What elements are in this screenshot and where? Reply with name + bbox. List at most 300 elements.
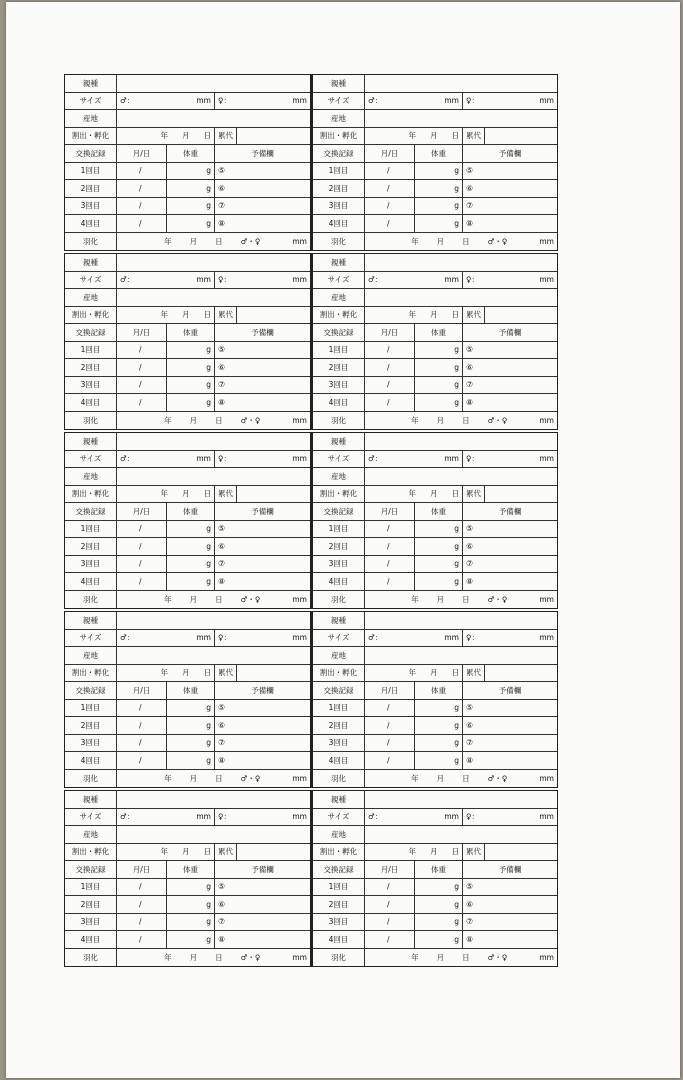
generation-field[interactable] (485, 844, 557, 861)
weight-field[interactable] (415, 717, 463, 734)
male-size-field[interactable] (117, 272, 215, 289)
notes-number: ⑥ (218, 541, 226, 551)
notes-field[interactable] (215, 342, 310, 359)
origin-label-text: 産地 (83, 292, 98, 302)
weight-field[interactable] (167, 556, 215, 573)
hatch-date-field[interactable] (117, 844, 215, 861)
origin-field[interactable] (117, 826, 310, 843)
round-label (65, 180, 117, 197)
generation-label (215, 307, 237, 324)
notes-number: ⑦ (466, 380, 474, 390)
notes-field[interactable] (463, 377, 557, 394)
weight-header (167, 682, 215, 699)
card-pair (64, 432, 558, 609)
notes-field[interactable] (463, 180, 557, 197)
weight-field[interactable] (167, 879, 215, 896)
emergence-label (65, 412, 117, 430)
notes-field[interactable] (463, 521, 557, 538)
date-field[interactable] (117, 573, 167, 590)
parent-field[interactable] (365, 75, 557, 92)
notes-header-text: 予備欄 (251, 148, 274, 158)
notes-number: ⑧ (466, 397, 474, 407)
year-label: 年 (164, 236, 172, 246)
emergence-row (313, 949, 557, 967)
date-slash: / (139, 917, 142, 927)
notes-field[interactable] (463, 198, 557, 215)
date-header (117, 682, 167, 699)
date-field[interactable] (117, 198, 167, 215)
emergence-field[interactable] (365, 412, 557, 430)
date-header-text: 月/日 (380, 506, 399, 516)
hatch-date-field[interactable] (365, 307, 463, 324)
notes-field[interactable] (215, 180, 310, 197)
emergence-field[interactable] (365, 949, 557, 967)
male-size-field[interactable] (365, 451, 463, 468)
date-slash: / (387, 755, 390, 765)
date-field[interactable] (365, 914, 415, 931)
parent-field[interactable] (365, 433, 557, 450)
notes-number: ⑧ (218, 218, 226, 228)
weight-field[interactable] (415, 914, 463, 931)
notes-field[interactable] (463, 931, 557, 948)
round-label-text: 1回目 (80, 166, 101, 176)
date-field[interactable] (117, 752, 167, 769)
weight-field[interactable] (167, 377, 215, 394)
date-slash: / (139, 166, 142, 176)
notes-number: ⑦ (466, 738, 474, 748)
date-field[interactable] (117, 556, 167, 573)
notes-field[interactable] (215, 896, 310, 913)
generation-field[interactable] (485, 128, 557, 145)
female-size-field[interactable] (463, 809, 557, 826)
year-label: 年 (408, 668, 416, 678)
weight-field[interactable] (415, 394, 463, 411)
generation-field[interactable] (485, 665, 557, 682)
date-field[interactable] (365, 700, 415, 717)
hatch-date-field[interactable] (117, 307, 215, 324)
origin-field[interactable] (117, 468, 310, 485)
female-size-field[interactable] (463, 451, 557, 468)
date-field[interactable] (117, 521, 167, 538)
notes-field[interactable] (463, 394, 557, 411)
exchange-row (65, 556, 310, 574)
male-symbol: ♂： (120, 812, 135, 822)
notes-field[interactable] (215, 359, 310, 376)
notes-field[interactable] (463, 163, 557, 180)
notes-field[interactable] (215, 717, 310, 734)
notes-field[interactable] (215, 521, 310, 538)
date-field[interactable] (365, 215, 415, 232)
weight-field[interactable] (167, 198, 215, 215)
date-field[interactable] (365, 896, 415, 913)
weight-field[interactable] (415, 359, 463, 376)
weight-field[interactable] (415, 556, 463, 573)
origin-field[interactable] (117, 110, 310, 127)
exchange-row (65, 215, 310, 233)
hatch-date-field[interactable] (365, 486, 463, 503)
round-label-text: 4回目 (328, 218, 349, 228)
round-label (313, 896, 365, 913)
generation-field[interactable] (237, 307, 310, 324)
generation-field[interactable] (485, 307, 557, 324)
date-field[interactable] (365, 521, 415, 538)
origin-field[interactable] (365, 647, 557, 664)
month-label: 月 (182, 310, 190, 320)
male-size-field[interactable] (365, 630, 463, 647)
origin-field[interactable] (365, 289, 557, 306)
female-size-field[interactable] (463, 93, 557, 110)
weight-field[interactable] (167, 180, 215, 197)
weight-field[interactable] (415, 735, 463, 752)
weight-field[interactable] (167, 538, 215, 555)
date-field[interactable] (117, 394, 167, 411)
parent-field[interactable] (117, 612, 310, 629)
date-field[interactable] (117, 735, 167, 752)
origin-row (65, 826, 310, 844)
weight-field[interactable] (415, 198, 463, 215)
date-field[interactable] (365, 359, 415, 376)
emergence-field[interactable] (365, 591, 557, 609)
parent-field[interactable] (117, 254, 310, 271)
parent-field[interactable] (365, 612, 557, 629)
date-header (117, 145, 167, 162)
notes-field[interactable] (463, 556, 557, 573)
origin-field[interactable] (117, 289, 310, 306)
sex-label: ♂・♀ (487, 773, 508, 783)
weight-field[interactable] (167, 394, 215, 411)
date-header (117, 503, 167, 520)
male-size-field[interactable] (365, 809, 463, 826)
notes-field[interactable] (215, 394, 310, 411)
hatch-date-field[interactable] (117, 665, 215, 682)
size-label-text: サイズ (79, 454, 102, 464)
notes-field[interactable] (215, 573, 310, 590)
date-field[interactable] (117, 163, 167, 180)
notes-number: ⑦ (466, 559, 474, 569)
weight-header-text: 体重 (431, 327, 446, 337)
weight-field[interactable] (415, 180, 463, 197)
weight-field[interactable] (167, 521, 215, 538)
date-field[interactable] (365, 394, 415, 411)
weight-field[interactable] (415, 931, 463, 948)
date-header-text: 月/日 (132, 864, 151, 874)
date-field[interactable] (117, 377, 167, 394)
weight-field[interactable] (415, 377, 463, 394)
month-label: 月 (430, 131, 438, 141)
parent-field[interactable] (117, 433, 310, 450)
date-field[interactable] (365, 735, 415, 752)
date-field[interactable] (365, 180, 415, 197)
weight-field[interactable] (415, 163, 463, 180)
weight-field[interactable] (167, 931, 215, 948)
weight-field[interactable] (167, 700, 215, 717)
gram-unit: g (206, 559, 211, 569)
notes-field[interactable] (215, 931, 310, 948)
notes-field[interactable] (215, 914, 310, 931)
month-label: 月 (189, 594, 198, 604)
notes-field[interactable] (215, 215, 310, 232)
exchange-label (313, 682, 365, 699)
notes-field[interactable] (215, 700, 310, 717)
exchange-label-text: 交換記録 (323, 148, 354, 158)
year-label: 年 (411, 415, 419, 425)
hatch-row (313, 844, 557, 862)
date-field[interactable] (365, 556, 415, 573)
date-field[interactable] (365, 342, 415, 359)
notes-field[interactable] (463, 879, 557, 896)
date-field[interactable] (365, 538, 415, 555)
female-symbol: ♀： (466, 454, 479, 464)
parent-label (65, 791, 117, 808)
origin-field[interactable] (365, 468, 557, 485)
parent-field[interactable] (365, 791, 557, 808)
notes-field[interactable] (215, 735, 310, 752)
date-field[interactable] (117, 931, 167, 948)
origin-label-text: 産地 (331, 113, 346, 123)
date-field[interactable] (117, 359, 167, 376)
parent-label-text: 親種 (83, 78, 98, 88)
generation-field[interactable] (237, 486, 310, 503)
generation-field[interactable] (237, 844, 310, 861)
emergence-field[interactable] (117, 949, 310, 967)
sex-label: ♂・♀ (487, 952, 508, 962)
origin-label-text: 産地 (331, 829, 346, 839)
weight-field[interactable] (415, 342, 463, 359)
notes-field[interactable] (463, 573, 557, 590)
round-label (65, 556, 117, 573)
female-size-field[interactable] (215, 272, 310, 289)
round-label-text: 1回目 (80, 703, 101, 713)
parent-row (313, 75, 557, 93)
male-size-field[interactable] (117, 809, 215, 826)
weight-field[interactable] (415, 521, 463, 538)
emergence-field[interactable] (117, 770, 310, 788)
date-field[interactable] (365, 377, 415, 394)
notes-field[interactable] (463, 735, 557, 752)
month-label: 月 (436, 236, 445, 246)
notes-field[interactable] (215, 879, 310, 896)
parent-field[interactable] (365, 254, 557, 271)
month-label: 月 (182, 489, 190, 499)
mm-unit: mm (444, 96, 459, 106)
weight-header (415, 324, 463, 341)
male-size-field[interactable] (117, 630, 215, 647)
male-size-field[interactable] (117, 451, 215, 468)
male-size-field[interactable] (365, 93, 463, 110)
notes-field[interactable] (463, 215, 557, 232)
female-size-field[interactable] (463, 272, 557, 289)
weight-field[interactable] (167, 752, 215, 769)
notes-field[interactable] (463, 914, 557, 931)
exchange-row (313, 377, 557, 395)
notes-field[interactable] (463, 700, 557, 717)
weight-field[interactable] (415, 215, 463, 232)
date-field[interactable] (117, 538, 167, 555)
exchange-label-text: 交換記録 (75, 685, 106, 695)
hatch-label (65, 486, 117, 503)
hatch-date-field[interactable] (117, 128, 215, 145)
mm-unit: mm (292, 594, 307, 604)
month-label: 月 (182, 847, 190, 857)
weight-field[interactable] (167, 163, 215, 180)
round-label-text: 2回目 (80, 541, 101, 551)
notes-field[interactable] (215, 377, 310, 394)
notes-field[interactable] (215, 752, 310, 769)
round-label (313, 700, 365, 717)
female-size-field[interactable] (215, 93, 310, 110)
notes-field[interactable] (463, 752, 557, 769)
date-field[interactable] (117, 215, 167, 232)
weight-field[interactable] (167, 735, 215, 752)
notes-number: ⑦ (218, 738, 226, 748)
date-field[interactable] (365, 931, 415, 948)
generation-label-text: 累代 (218, 668, 233, 678)
mm-unit: mm (196, 454, 211, 464)
date-field[interactable] (117, 879, 167, 896)
round-label (65, 914, 117, 931)
notes-number: ⑤ (466, 703, 474, 713)
notes-field[interactable] (463, 342, 557, 359)
size-row (313, 272, 557, 290)
date-slash: / (387, 397, 390, 407)
emergence-field[interactable] (117, 233, 310, 251)
date-field[interactable] (117, 896, 167, 913)
date-field[interactable] (365, 198, 415, 215)
weight-field[interactable] (415, 573, 463, 590)
date-field[interactable] (365, 163, 415, 180)
emergence-field[interactable] (365, 770, 557, 788)
female-size-field[interactable] (463, 630, 557, 647)
weight-field[interactable] (415, 896, 463, 913)
gram-unit: g (206, 380, 211, 390)
weight-header (167, 861, 215, 878)
origin-field[interactable] (117, 647, 310, 664)
parent-label-text: 親種 (83, 436, 98, 446)
weight-field[interactable] (167, 717, 215, 734)
date-field[interactable] (117, 717, 167, 734)
notes-header-text: 予備欄 (251, 864, 274, 874)
notes-number: ⑤ (218, 882, 226, 892)
hatch-date-field[interactable] (365, 665, 463, 682)
generation-field[interactable] (485, 486, 557, 503)
year-label: 年 (160, 131, 168, 141)
emergence-field[interactable] (117, 591, 310, 609)
date-slash: / (387, 738, 390, 748)
gram-unit: g (206, 917, 211, 927)
date-slash: / (139, 541, 142, 551)
weight-field[interactable] (415, 879, 463, 896)
date-header (365, 503, 415, 520)
sex-label: ♂・♀ (240, 773, 261, 783)
weight-field[interactable] (167, 359, 215, 376)
hatch-date-field[interactable] (365, 844, 463, 861)
notes-field[interactable] (463, 717, 557, 734)
date-field[interactable] (117, 700, 167, 717)
parent-field[interactable] (117, 75, 310, 92)
generation-field[interactable] (237, 128, 310, 145)
emergence-field[interactable] (365, 233, 557, 251)
notes-field[interactable] (215, 538, 310, 555)
exchange-header-row (313, 682, 557, 700)
generation-field[interactable] (237, 665, 310, 682)
date-field[interactable] (117, 342, 167, 359)
parent-row (65, 75, 310, 93)
larva-record-card (64, 790, 311, 967)
weight-field[interactable] (167, 342, 215, 359)
weight-field[interactable] (167, 896, 215, 913)
origin-field[interactable] (365, 826, 557, 843)
female-size-field[interactable] (215, 630, 310, 647)
hatch-row (65, 486, 310, 504)
round-label (65, 215, 117, 232)
notes-field[interactable] (215, 163, 310, 180)
parent-row (65, 791, 310, 809)
date-header (365, 861, 415, 878)
date-field[interactable] (117, 180, 167, 197)
notes-field[interactable] (463, 359, 557, 376)
hatch-row (313, 665, 557, 683)
notes-field[interactable] (463, 896, 557, 913)
date-field[interactable] (365, 752, 415, 769)
emergence-row (65, 233, 310, 251)
size-row (313, 451, 557, 469)
round-label (65, 342, 117, 359)
emergence-label (313, 770, 365, 788)
date-slash: / (139, 738, 142, 748)
weight-field[interactable] (415, 700, 463, 717)
notes-header-text: 予備欄 (251, 327, 274, 337)
exchange-row (313, 896, 557, 914)
notes-number: ⑦ (466, 917, 474, 927)
origin-field[interactable] (365, 110, 557, 127)
exchange-label-text: 交換記録 (75, 327, 106, 337)
hatch-date-field[interactable] (117, 486, 215, 503)
generation-label (463, 844, 485, 861)
hatch-date-field[interactable] (365, 128, 463, 145)
female-size-field[interactable] (215, 451, 310, 468)
day-label: 日 (215, 594, 223, 604)
notes-field[interactable] (215, 556, 310, 573)
parent-label (65, 254, 117, 271)
day-label: 日 (203, 668, 211, 678)
notes-field[interactable] (463, 538, 557, 555)
male-size-field[interactable] (365, 272, 463, 289)
female-symbol: ♀： (466, 633, 479, 643)
card-pair (64, 611, 558, 788)
weight-field[interactable] (415, 538, 463, 555)
weight-field[interactable] (415, 752, 463, 769)
emergence-label (65, 770, 117, 788)
year-label: 年 (160, 668, 168, 678)
male-symbol: ♂： (120, 633, 135, 643)
exchange-row (65, 914, 310, 932)
parent-field[interactable] (117, 791, 310, 808)
round-label (313, 377, 365, 394)
date-field[interactable] (365, 879, 415, 896)
weight-field[interactable] (167, 215, 215, 232)
notes-field[interactable] (215, 198, 310, 215)
date-field[interactable] (365, 573, 415, 590)
date-field[interactable] (365, 717, 415, 734)
male-size-field[interactable] (117, 93, 215, 110)
date-field[interactable] (117, 914, 167, 931)
emergence-field[interactable] (117, 412, 310, 430)
weight-field[interactable] (167, 573, 215, 590)
round-label (313, 914, 365, 931)
female-size-field[interactable] (215, 809, 310, 826)
weight-field[interactable] (167, 914, 215, 931)
day-label: 日 (462, 773, 470, 783)
